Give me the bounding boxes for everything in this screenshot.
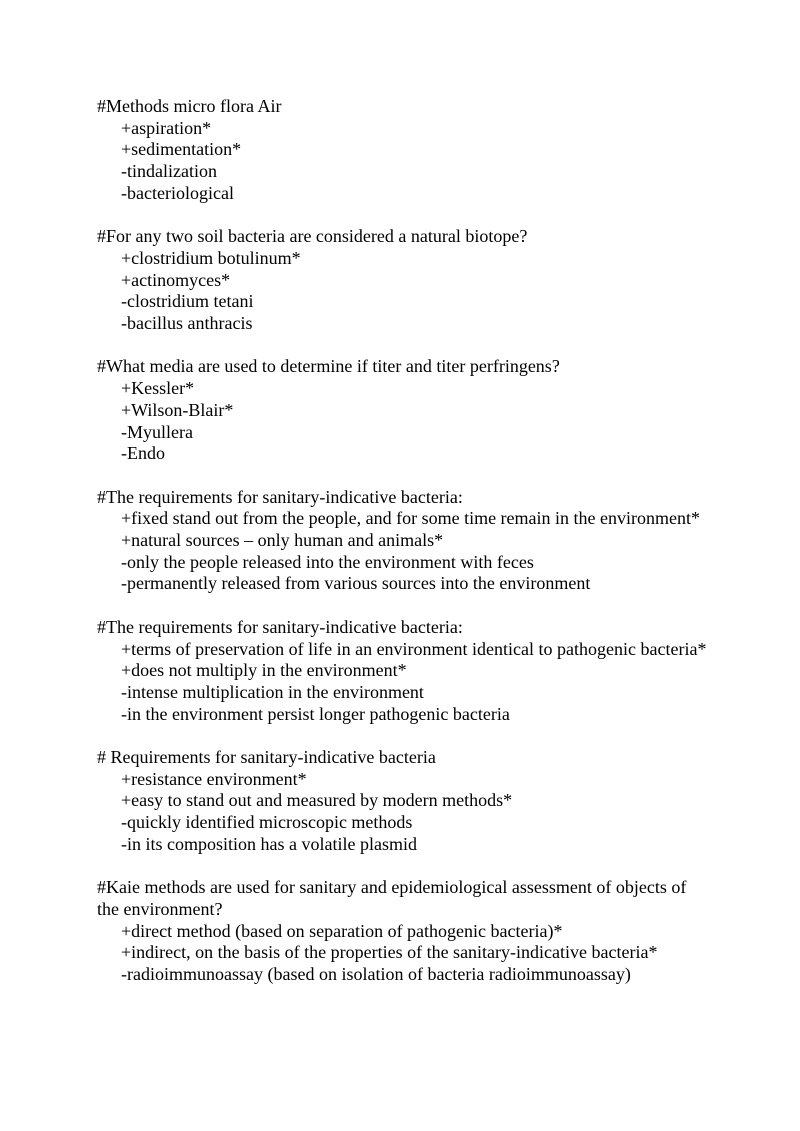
answer-option: -only the people released into the environment with feces: [121, 551, 534, 572]
question-block: [97, 617, 707, 726]
question-text: #The requirements for sanitary-indicative bacteria:: [97, 616, 463, 637]
answer-option: -in the environment persist longer pathogenic bacteria: [121, 703, 510, 724]
answer-option: +aspiration*: [121, 117, 212, 138]
answer-option: +terms of preservation of life in an environment identical to pathogenic bacteria*: [121, 638, 707, 659]
answer-option: +clostridium botulinum*: [121, 247, 301, 268]
answer-option: -radioimmunoassay (based on isolation of bacteria radioimmunoassay): [121, 964, 631, 985]
answer-option: +direct method (based on separation of pathogenic bacteria)*: [121, 920, 563, 941]
question-text: #The requirements for sanitary-indicative bacteria:: [97, 486, 463, 507]
answer-option: +Wilson-Blair*: [121, 399, 234, 420]
question-block: [97, 747, 707, 856]
question-block: [97, 487, 707, 596]
answer-option: +fixed stand out from the people, and for some time remain in the environment*: [121, 508, 700, 529]
answer-option: -quickly identified microscopic methods: [121, 812, 413, 833]
answer-option: -intense multiplication in the environment: [121, 681, 424, 702]
answer-option: +actinomyces*: [121, 269, 231, 290]
question-text: #What media are used to determine if titer and titer perfringens?: [97, 356, 560, 377]
answer-option: +indirect, on the basis of the properties of the sanitary-indicative bacteria*: [121, 942, 658, 963]
answer-option: -tindalization: [121, 161, 217, 182]
answer-option: -in its composition has a volatile plasmid: [121, 833, 417, 854]
answer-option: -bacteriological: [121, 182, 234, 203]
question-block: [97, 226, 707, 335]
answer-option: -Endo: [121, 443, 165, 464]
answer-option: -Myullera: [121, 421, 193, 442]
question-block: [97, 356, 707, 465]
question-text: #Methods micro flora Air: [97, 96, 282, 116]
answer-option: +easy to stand out and measured by modern methods*: [121, 790, 513, 811]
question-text: # Requirements for sanitary-indicative bacteria: [97, 747, 436, 768]
answer-option: +does not multiply in the environment*: [121, 660, 407, 681]
document-page: [97, 96, 707, 1007]
question-text: #For any two soil bacteria are considered a natural biotope?: [97, 226, 528, 247]
answer-option: +sedimentation*: [121, 139, 242, 160]
question-block: [97, 96, 707, 205]
question-text: #Kaie methods are used for sanitary and epidemiological assessment of objects of the environment?: [97, 877, 687, 919]
answer-option: -permanently released from various sources into the environment: [121, 573, 591, 594]
answer-option: -clostridium tetani: [121, 291, 254, 312]
answer-option: +natural sources – only human and animals*: [121, 530, 444, 551]
answer-option: +Kessler*: [121, 378, 195, 399]
answer-option: -bacillus anthracis: [121, 313, 253, 334]
answer-option: +resistance environment*: [121, 768, 307, 789]
question-block: [97, 877, 707, 986]
